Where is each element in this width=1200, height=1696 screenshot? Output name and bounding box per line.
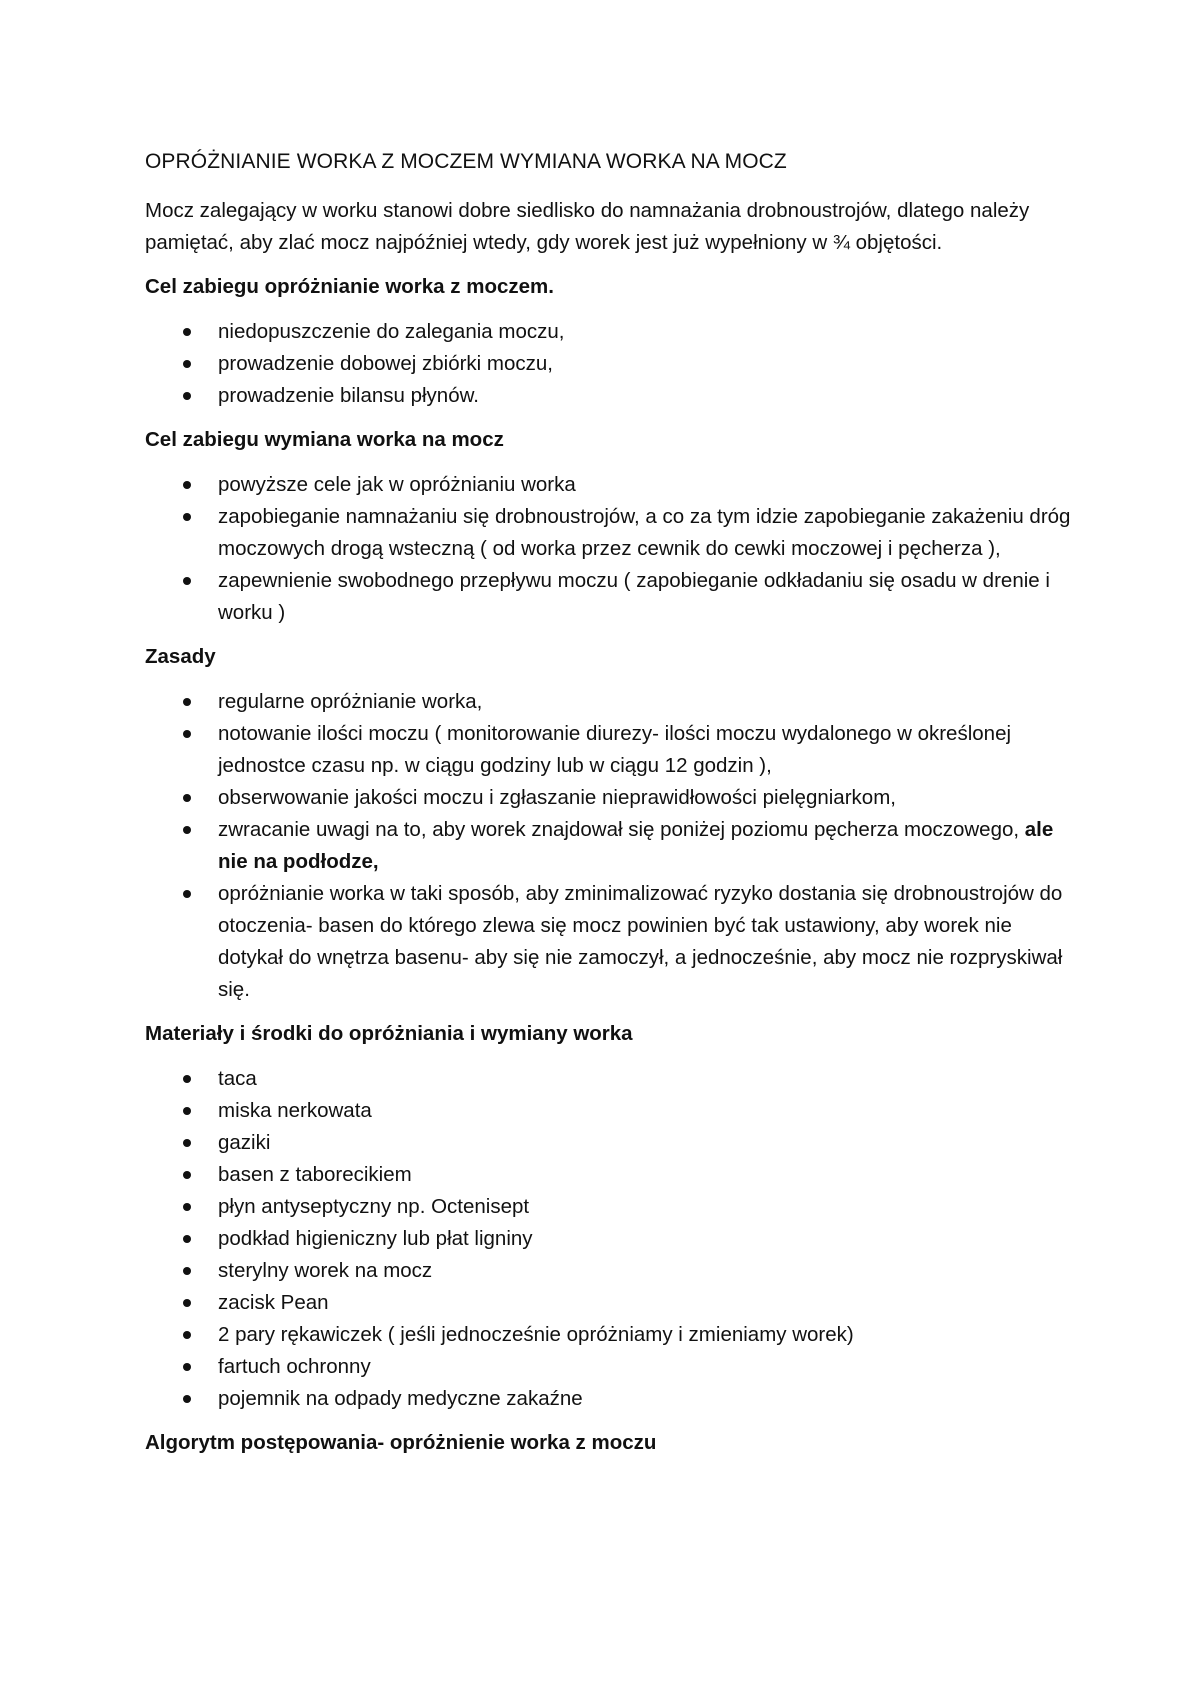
- list-item: sterylny worek na mocz: [145, 1255, 1075, 1287]
- bullet-icon: [183, 890, 191, 898]
- section-heading-cel-wymiana: Cel zabiegu wymiana worka na mocz: [145, 428, 504, 451]
- list-item: płyn antyseptyczny np. Octenisept: [145, 1191, 1075, 1223]
- bullet-icon: [183, 1331, 191, 1339]
- bullet-icon: [183, 1171, 191, 1179]
- bullet-list-cel-wymiana: [145, 469, 1075, 629]
- bullet-icon: [183, 360, 191, 368]
- list-item: pojemnik na odpady medyczne zakaźne: [145, 1383, 1075, 1415]
- bullet-list-cel-oproznianie: [145, 316, 1075, 412]
- bullet-icon: [183, 1107, 191, 1115]
- list-item: 2 pary rękawiczek ( jeśli jednocześnie opróżniamy i zmieniamy worek): [145, 1319, 1075, 1351]
- list-item: miska nerkowata: [145, 1095, 1075, 1127]
- bullet-icon: [183, 826, 191, 834]
- list-item: prowadzenie bilansu płynów.: [145, 380, 1075, 412]
- list-item: notowanie ilości moczu ( monitorowanie diurezy- ilości moczu wydalonego w określonej jednostce czasu np. w ciągu godziny lub w ciągu 12 godzin ),: [145, 718, 1075, 782]
- bullet-icon: [183, 1139, 191, 1147]
- bullet-list-materialy: [145, 1063, 1075, 1415]
- list-item: podkład higieniczny lub płat ligniny: [145, 1223, 1075, 1255]
- document-title: OPRÓŻNIANIE WORKA Z MOCZEM WYMIANA WORKA NA MOCZ: [145, 150, 787, 173]
- bullet-icon: [183, 698, 191, 706]
- list-item: taca: [145, 1063, 1075, 1095]
- list-item: obserwowanie jakości moczu i zgłaszanie nieprawidłowości pielęgniarkom,: [145, 782, 1075, 814]
- section-heading-algorytm: Algorytm postępowania- opróżnienie worka z moczu: [145, 1431, 657, 1454]
- section-heading-cel-oproznianie: Cel zabiegu opróżnianie worka z moczem.: [145, 275, 554, 298]
- list-item: zapewnienie swobodnego przepływu moczu ( zapobieganie odkładaniu się osadu w drenie i worku ): [145, 565, 1075, 629]
- bullet-icon: [183, 513, 191, 521]
- list-item: niedopuszczenie do zalegania moczu,: [145, 316, 1075, 348]
- bold-emphasis: ale nie na podłodze,: [218, 818, 1054, 873]
- bullet-list-zasady: [145, 686, 1075, 1006]
- list-item: opróżnianie worka w taki sposób, aby zminimalizować ryzyko dostania się drobnoustrojów do otoczenia- basen do którego zlewa się mocz powinien być tak ustawiony, aby worek nie dotykał do wnętrza basenu- aby się nie zamoczył, a jednocześnie, aby mocz nie rozpryskiwał się.: [145, 878, 1075, 1006]
- document-page: [145, 146, 1075, 1472]
- list-item: zwracanie uwagi na to, aby worek znajdował się poniżej poziomu pęcherza moczowego, ale nie na podłodze,: [145, 814, 1075, 878]
- bullet-icon: [183, 328, 191, 336]
- list-item: gaziki: [145, 1127, 1075, 1159]
- bullet-icon: [183, 730, 191, 738]
- bullet-icon: [183, 1235, 191, 1243]
- bullet-icon: [183, 794, 191, 802]
- bullet-icon: [183, 1075, 191, 1083]
- section-heading-zasady: Zasady: [145, 645, 216, 668]
- section-heading-materialy: Materiały i środki do opróżniania i wymiany worka: [145, 1022, 633, 1045]
- bullet-icon: [183, 481, 191, 489]
- bullet-icon: [183, 392, 191, 400]
- bullet-icon: [183, 1267, 191, 1275]
- list-item: basen z taborecikiem: [145, 1159, 1075, 1191]
- list-item: zapobieganie namnażaniu się drobnoustrojów, a co za tym idzie zapobieganie zakażeniu dróg moczowych drogą wsteczną ( od worka przez cewnik do cewki moczowej i pęcherza ),: [145, 501, 1075, 565]
- bullet-icon: [183, 1363, 191, 1371]
- list-item: zacisk Pean: [145, 1287, 1075, 1319]
- bullet-icon: [183, 1299, 191, 1307]
- list-item: powyższe cele jak w opróżnianiu worka: [145, 469, 1075, 501]
- intro-paragraph: Mocz zalegający w worku stanowi dobre siedlisko do namnażania drobnoustrojów, dlatego należy pamiętać, aby zlać mocz najpóźniej wtedy, gdy worek jest już wypełniony w ¾ objętości.: [145, 199, 1030, 254]
- bullet-icon: [183, 1395, 191, 1403]
- bullet-icon: [183, 1203, 191, 1211]
- bullet-icon: [183, 577, 191, 585]
- list-item: fartuch ochronny: [145, 1351, 1075, 1383]
- list-item: regularne opróżnianie worka,: [145, 686, 1075, 718]
- list-item: prowadzenie dobowej zbiórki moczu,: [145, 348, 1075, 380]
